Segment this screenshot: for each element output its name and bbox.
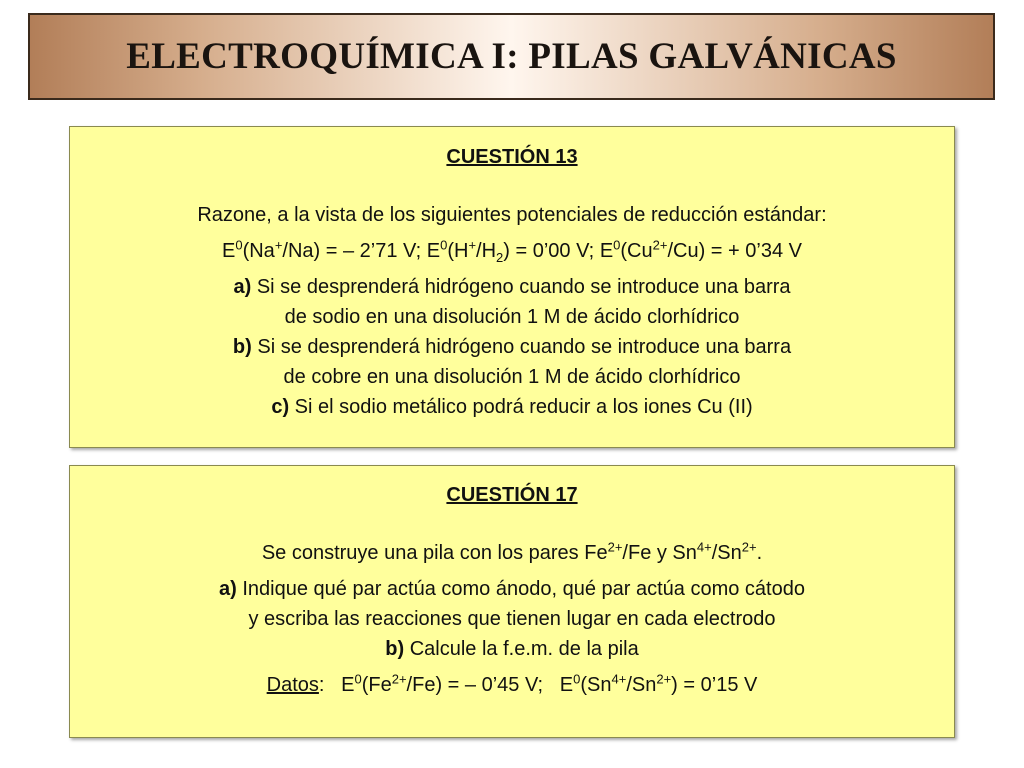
question-17-intro: Se construye una pila con los pares $Fe^{2+}/Fe$ y $Sn^{4+}/Sn^{2+}$. xyxy=(261,539,763,564)
question-17-heading: CUESTIÓN 17 xyxy=(446,484,578,506)
question-13-box xyxy=(69,126,955,448)
question-17-part-b: b) Calcule la f.e.m. de la pila xyxy=(385,638,639,660)
question-13-part-c: c) Si el sodio metálico podrá reducir a los iones Cu (II) xyxy=(271,396,753,418)
question-17-part-a-cont: y escriba las reacciones que tienen lugar en cada electrodo xyxy=(248,608,776,630)
question-13-potentials: $E^0(Na^+/Na)$ = – 2’71 V; $E^0(H^+/H_2)$ = 0’00 V; $E^0(Cu^{2+}/Cu)$ = + 0’34 V xyxy=(222,237,802,265)
question-13-intro: Razone, a la vista de los siguientes potenciales de reducción estándar: xyxy=(197,204,827,226)
question-13-part-b: b) Si se desprenderá hidrógeno cuando se introduce una barra xyxy=(232,336,792,358)
question-13-part-a-cont: de sodio en una disolución 1 M de ácido clorhídrico xyxy=(284,306,740,328)
question-17-box xyxy=(69,465,955,738)
question-13-part-a: a) Si se desprenderá hidrógeno cuando se introduce una barra xyxy=(233,276,791,298)
question-17-data: Datos: $E^0(Fe^{2+}/Fe)$ = – 0’45 V; $E^0(Sn^{4+}/Sn^{2+})$ = 0’15 V xyxy=(266,671,758,696)
question-17-part-a: a) Indique qué par actúa como ánodo, qué par actúa como cátodo xyxy=(219,578,805,600)
title-banner xyxy=(28,13,995,100)
question-13-part-b-cont: de cobre en una disolución 1 M de ácido clorhídrico xyxy=(283,366,741,388)
question-13-heading: CUESTIÓN 13 xyxy=(446,146,578,168)
page-title: ELECTROQUÍMICA I: PILAS GALVÁNICAS xyxy=(126,36,897,77)
